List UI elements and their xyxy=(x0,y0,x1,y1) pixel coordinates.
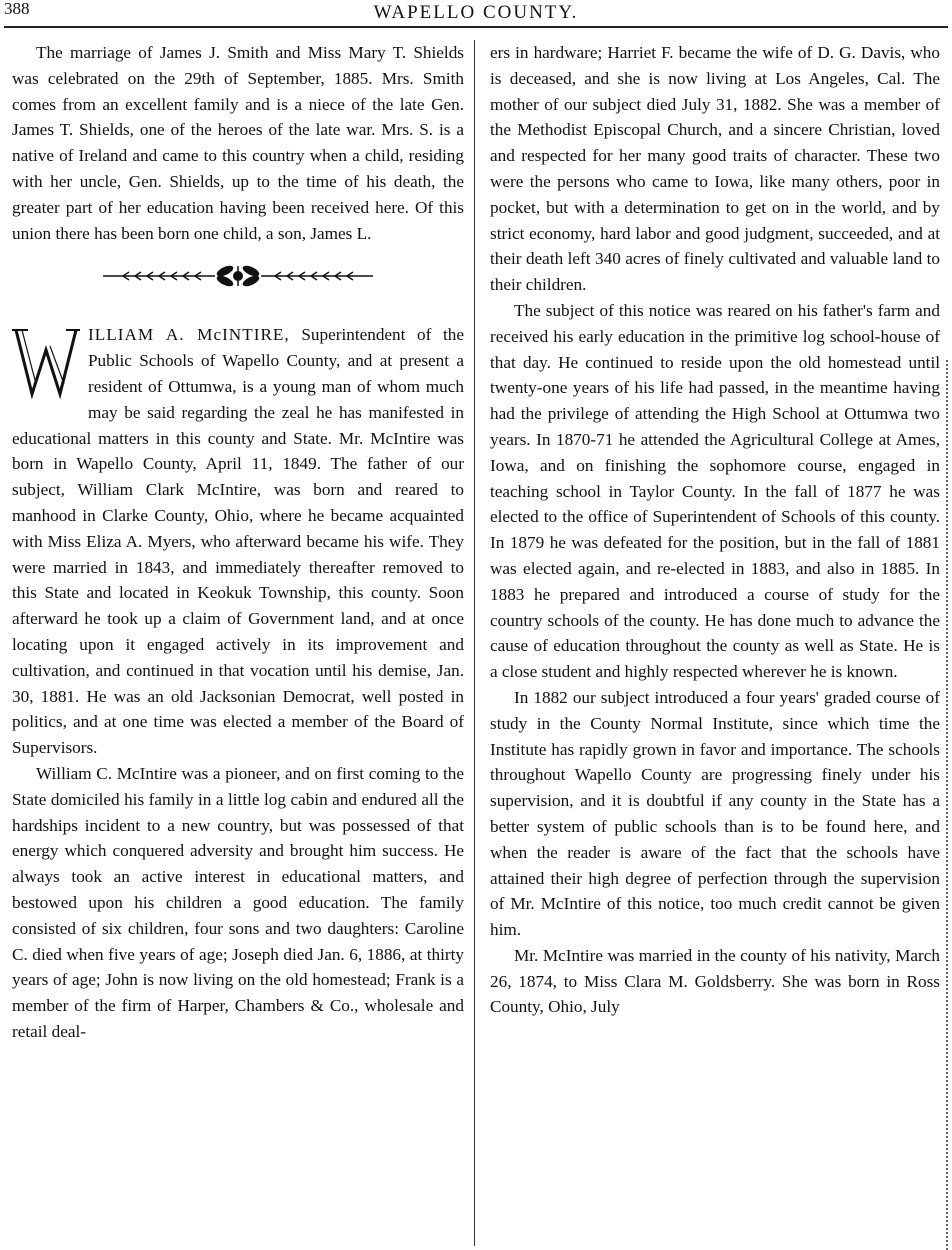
flourish-ornament-icon xyxy=(103,264,373,288)
dropcap-w-icon xyxy=(12,324,80,400)
family-continued-paragraph: ers in hardware; Harriet F. became the wife of D. G. Davis, who is deceased, and she is now living at Los Angeles, Cal. The mother of our subject died July 31, 1882. She was a member of the Methodist Episcopal Church, and a sincere Christian, loved and respected for her many good traits of character. These two were the persons who came to Iowa, like many others, poor in pocket, but with a determination to get on in the world, and by strict economy, hard labor and good judgment, succeeded, and at their death left 340 acres of finely cultivated and valuable land to their children. xyxy=(490,43,940,295)
marriage-paragraph: The marriage of James J. Smith and Miss Mary T. Shields was celebrated on the 29th of September, 1885. Mrs. Smith comes from an excellent family and is a niece of the late Gen. James T. Shields, one of the heroes of the late war. Mrs. S. is a native of Ireland and came to this country when a child, residing with her uncle, Gen. Shields, up to the time of his death, the greater part of her education having been received here. Of this union there has been born one child, a son, James L. xyxy=(12,43,464,243)
running-head-title: WAPELLO COUNTY. xyxy=(373,2,579,23)
normal-institute-paragraph: In 1882 our subject introduced a four years' graded course of study in the County Normal Institute, since which time the Institute has rapidly grown in favor and importance. The schools throughout Wapello County are progressing finely under his supervision, and it is doubtful if any county in the State has a better system of public schools than is to be found here, and when the reader is aware of the fact that the schools have attained their high degree of perfection through the supervision of Mr. McIntire of this notice, too much credit cannot be given him. xyxy=(490,687,940,940)
pioneer-paragraph: William C. McIntire was a pioneer, and on first coming to the State domiciled his family in a little log cabin and endured all the hardships incident to a new country, but was possessed of that energy which conquered adversity and brought him success. He always took an active interest in educational matters, and bestowed upon his children a good education. The family consisted of six children, four sons and two daughters: Caroline C. died when five years of age; Joseph died Jan. 6, 1886, at thirty years of age; John is now living on the old homestead; Frank is a member of the firm of Harper, Chambers & Co., wholesale and retail deal- xyxy=(12,763,464,1041)
column-divider xyxy=(474,40,475,1246)
education-paragraph: The subject of this notice was reared on his father's farm and received his early education in the primitive log school-house of that day. He continued to reside upon the old homestead until twenty-one years of his life had passed, in the meantime having had the privilege of attending the High School at Ottumwa two years. In 1870-71 he attended the Agricultural College at Ames, Iowa, and on finishing the sophomore course, engaged in teaching school in Taylor County. In the fall of 1877 he was elected to the office of Superintendent of Schools of this county. In 1879 he was defeated for the position, but in the fall of 1881 was elected again, and re-elected in 1883, and also in 1885. In 1883 he prepared and introduced a course of study for the country schools of the county. He has done much to advance the cause of education throughout the county as well as State. He is a close student and highly respected wherever he is known. xyxy=(490,300,940,682)
biography-intro: Superintendent of the Public Schools of Wapello County, and at present a resident of Ottumwa, is a young man of whom much may be said regarding the zeal he has manifested in educational matters in this county and State. Mr. McIntire was born in Wapello County, April 11, 1849. The father of our subject, William Clark McIntire, was born and reared to manhood in Clarke County, Ohio, where he became acquainted with Miss Eliza A. Myers, who afterward became his wife. They were married in 1843, and immediately thereafter removed to this State and located in Keokuk Township, this county. Soon afterward he took up a claim of Government land, and at once locating upon it engaged actively in its improvement and cultivation, and continued in that vocation until his demise, Jan. 30, 1881. He was an old Jacksonian Democrat, well posted in politics, and at one time was elected a member of the Board of Supervisors. xyxy=(12,325,465,758)
header-rule xyxy=(4,26,948,28)
left-column xyxy=(12,40,464,1045)
page-number: 388 xyxy=(4,0,30,18)
right-column xyxy=(490,40,940,1020)
biography-block xyxy=(12,322,464,761)
marriage-mcintire-paragraph: Mr. McIntire was married in the county of his nativity, March 26, 1874, to Miss Clara M. Goldsberry. She was born in Ross County, Ohio, July xyxy=(490,945,940,1017)
page-edge-binding xyxy=(946,360,952,1250)
biography-name: ILLIAM A. McINTIRE, xyxy=(88,325,290,345)
